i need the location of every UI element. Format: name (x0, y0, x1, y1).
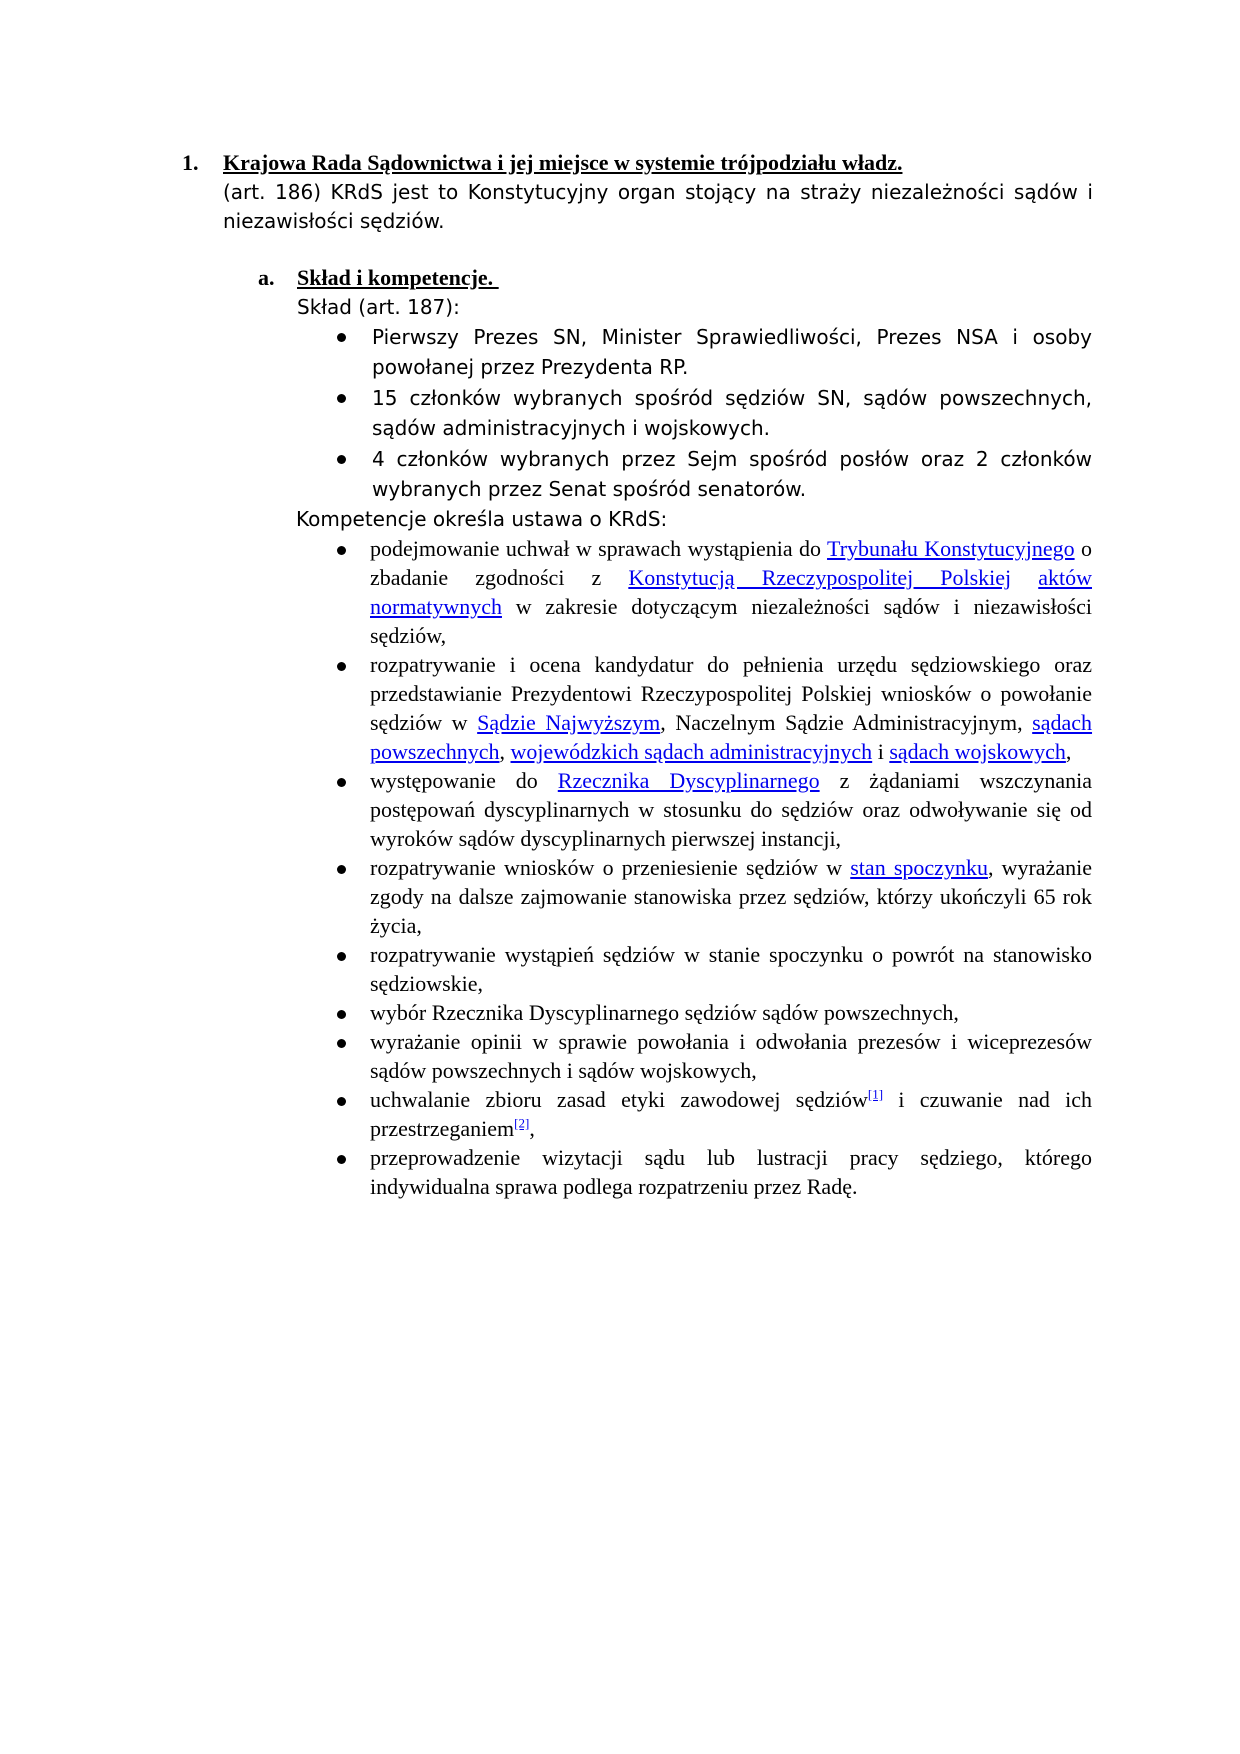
list-item (370, 998, 1092, 1027)
list-item (370, 1143, 1092, 1201)
list-item-text: 4 członków wybranych przez Sejm spośród posłów oraz 2 członków wybranych przez Senat spośród senatorów. (372, 447, 1092, 501)
list-item-text: , Naczelnym Sądzie Administracyjnym, (660, 710, 1033, 735)
footnote-link-1[interactable]: [1] (867, 1086, 884, 1102)
link-sad-najwyzszy[interactable]: Sądzie Najwyższym (477, 710, 661, 735)
section-intro: (art. 186) KRdS jest to Konstytucyjny organ stojący na straży niezależności sądów i niezawisłości sędziów. (223, 180, 1093, 233)
list-item-text: z żądaniami wszczynania postępowań dyscyplinarnych w stosunku do sędziów oraz odwoływanie się od wyroków sądów dyscyplinarnych pierwszej instancji, (370, 768, 1093, 851)
list-item-text: , wyrażanie zgody na dalsze zajmowanie stanowiska przez sędziów, którzy ukończyli 65 rok życia, (370, 855, 1092, 938)
list-item-text: i (872, 739, 890, 764)
bullet-icon (337, 333, 346, 342)
list-item-text: w zakresie dotyczącym niezależności sądów i niezawisłości sędziów, (370, 594, 1092, 648)
list-item (370, 534, 1092, 650)
link-konstytucja-rp[interactable]: Konstytucją Rzeczypospolitej Polskiej (628, 565, 1012, 590)
link-stan-spoczynku[interactable]: stan spoczynku (850, 855, 988, 880)
bullet-icon (337, 546, 346, 555)
link-akty-normatywne[interactable]: aktów normatywnych (370, 565, 1092, 619)
list-item (372, 444, 1092, 504)
list-item-text: rozpatrywanie i ocena kandydatur do pełnienia urzędu sędziowskiego oraz przedstawianie Prezydentowi Rzeczypospolitej Polskiej wniosków o powołanie sędziów w (370, 652, 1092, 735)
bullet-icon (337, 394, 346, 403)
bullet-icon (337, 1039, 346, 1048)
bullet-icon (337, 952, 346, 961)
subsection-title: Skład i kompetencje. (297, 265, 499, 290)
section-title: Krajowa Rada Sądownictwa i jej miejsce w systemie trójpodziału władz. (223, 150, 903, 175)
list-item-text: i czuwanie nad ich przestrzeganiem (370, 1087, 1092, 1141)
link-sady-wojskowe[interactable]: sądach wojskowych (889, 739, 1066, 764)
composition-list (372, 322, 1092, 505)
list-item-text: uchwalanie zbioru zasad etyki zawodowej sędziów (370, 1087, 868, 1112)
bullet-icon (337, 455, 346, 464)
section-number: 1. (182, 150, 199, 175)
list-item-text: występowanie do (370, 768, 558, 793)
list-item (370, 853, 1092, 940)
list-item (370, 940, 1092, 998)
subsection-number: a. (258, 265, 275, 290)
list-item-text: Pierwszy Prezes SN, Minister Sprawiedliwości, Prezes NSA i osoby powołanej przez Prezydenta RP. (372, 325, 1092, 379)
link-sady-powszechne[interactable]: sądach powszechnych (370, 710, 1093, 764)
list-item (370, 650, 1092, 766)
bullet-icon (337, 1097, 346, 1106)
list-item-text: , (529, 1116, 535, 1141)
footnote-link-2[interactable]: [2] (514, 1115, 530, 1131)
list-item (370, 1085, 1092, 1143)
composition-label: Skład (art. 187): (297, 295, 460, 319)
list-item-text: podejmowanie uchwał w sprawach wystąpienia do (370, 536, 828, 561)
bullet-icon (337, 1155, 346, 1164)
list-item-text: , (499, 739, 511, 764)
list-item-text: o zbadanie zgodności z (370, 536, 1092, 590)
link-trybunal-konstytucyjny[interactable]: Trybunału Konstytucyjnego (827, 536, 1075, 561)
list-item-text: przeprowadzenie wizytacji sądu lub lustracji pracy sędziego, którego indywidualna sprawa podlega rozpatrzeniu przez Radę. (370, 1145, 1092, 1199)
bullet-icon (337, 662, 346, 671)
link-rzecznik-dyscyplinarny[interactable]: Rzecznika Dyscyplinarnego (557, 768, 820, 793)
bullet-icon (337, 865, 346, 874)
list-item-text: wybór Rzecznika Dyscyplinarnego sędziów sądów powszechnych, (370, 1000, 959, 1025)
competence-list (370, 534, 1092, 1201)
competence-label: Kompetencje określa ustawa o KRdS: (296, 507, 668, 531)
list-item-text: , (1065, 739, 1072, 764)
list-item-text: rozpatrywanie wystąpień sędziów w stanie spoczynku o powrót na stanowisko sędziowskie, (370, 942, 1092, 996)
list-item-text: wyrażanie opinii w sprawie powołania i odwołania prezesów i wiceprezesów sądów powszechnych i sądów wojskowych, (370, 1029, 1092, 1083)
list-item (370, 766, 1092, 853)
list-item-text (1011, 565, 1038, 590)
list-item-text: rozpatrywanie wniosków o przeniesienie sędziów w (370, 855, 851, 880)
list-item-text: 15 członków wybranych spośród sędziów SN, sądów powszechnych, sądów administracyjnych i wojskowych. (372, 386, 1092, 440)
list-item (370, 1027, 1092, 1085)
list-item (372, 383, 1092, 443)
link-wojewodzkie-sady-administracyjne[interactable]: wojewódzkich sądach administracyjnych (510, 739, 873, 764)
list-item (372, 322, 1092, 382)
bullet-icon (337, 1010, 346, 1019)
bullet-icon (337, 778, 346, 787)
